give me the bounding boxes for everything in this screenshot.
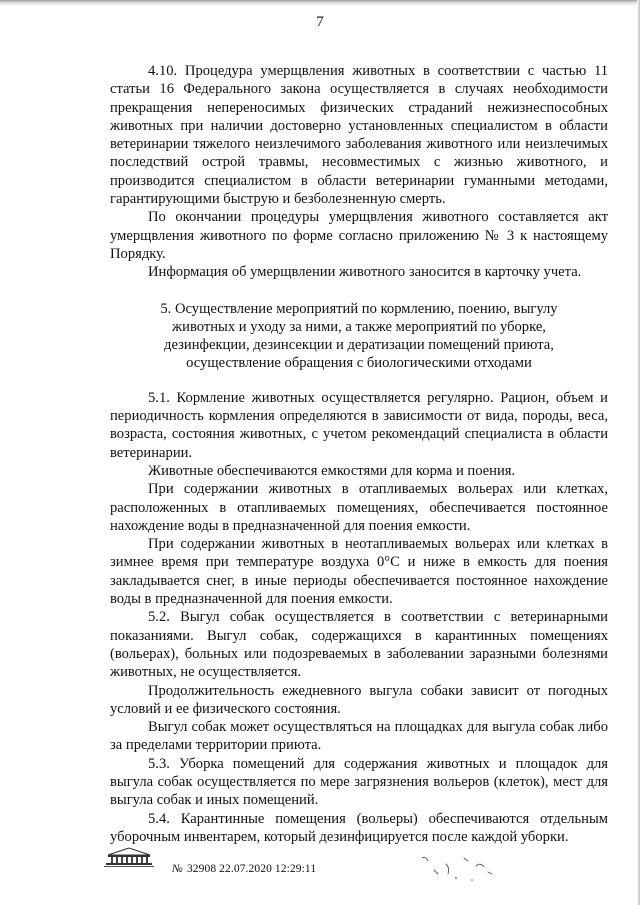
registration-stamp-text: 32908 22.07.2020 12:29:11 [186, 863, 317, 875]
paragraph-feeding-containers: Животные обеспечиваются емкостями для корма и поения. [148, 462, 516, 479]
government-building-logo [102, 846, 156, 868]
page-number: 7 [316, 14, 324, 30]
paragraph-5-2: 5.2. Выгул собак осуществляется в соответствии с ветеринарными показаниями. Выгул собак, содержащихся в карантинных помещениях (вольерах), больных или подозреваемых в заболевании заразными болезнями животных, не осуществляется. [110, 609, 608, 681]
spacer [110, 373, 608, 389]
paragraph-euthanasia-record: Информация об умерщвлении животного заносится в карточку учета. [148, 264, 582, 281]
paragraph-5-3: 5.3. Уборка помещений для содержания животных и площадок для выгула собак осуществляется по мере загрязнения вольеров (клеток), мест для выгула собак и иных помещений. [110, 755, 608, 809]
section-5-heading: 5. Осуществление мероприятий по кормлению, поению, выгулу животных и уходу за ними, а также мероприятий по уборке, дезинфекции, дезинсекции и дератизации помещений приюта, осуществление обращения с биологическими отходами [160, 300, 558, 372]
paragraph-5-4: 5.4. Карантинные помещения (вольеры) обеспечиваются отдельным уборочным инвентарем, который дезинфицируется после каждой уборки. [110, 810, 608, 845]
number-mark: № [172, 863, 183, 875]
paragraph-walk-duration: Продолжительность ежедневного выгула собаки зависит от погодных условий и ее физического состояния. [110, 682, 608, 717]
paragraph-4-10: 4.10. Процедура умерщвления животных в соответствии с частью 11 статьи 16 Федерального закона осуществляется в случаях необходимости прекращения непереносимых физических страданий нежизнеспособных животных при наличии достоверно установленных специалистом в области ветеринарии тяжелого неизлечимого заболевания животного или неизлечимых последствий острой травмы, несовместимых с жизнью животного, и производится специалистом в области ветеринарии гуманными методами, гарантирующими быструю и безболезненную смерть. [110, 63, 608, 208]
spacer [110, 282, 608, 300]
paragraph-walk-location: Выгул собак может осуществляться на площадках для выгула собак либо за пределами территории приюта. [110, 719, 608, 754]
paragraph-euthanasia-act: По окончании процедуры умерщвления животного составляется акт умерщвления животного по форме согласно приложению № 3 к настоящему Порядку. [110, 209, 608, 262]
document-body [110, 62, 608, 846]
paragraph-5-1: 5.1. Кормление животных осуществляется регулярно. Рацион, объем и периодичность кормления определяются в зависимости от вида, породы, веса, возраста, состояния животных, с учетом рекомендаций специалиста в области ветеринарии. [110, 389, 608, 461]
scan-top-edge [0, 0, 640, 6]
paragraph-unheated-enclosures: При содержании животных в неотапливаемых вольерах или клетках в зимнее время при температуре воздуха 0°С и ниже в емкость для поения закладывается снег, в иные периоды обеспечивается постоянное нахождение воды в предназначенной для поения емкости. [110, 536, 608, 608]
signature-marks [418, 852, 498, 886]
registration-stamp [172, 863, 316, 875]
paragraph-heated-enclosures: При содержании животных в отапливаемых вольерах или клетках, расположенных в отапливаемых помещениях, обеспечивается постоянное нахождение воды в предназначенной для поения емкости. [110, 481, 608, 534]
